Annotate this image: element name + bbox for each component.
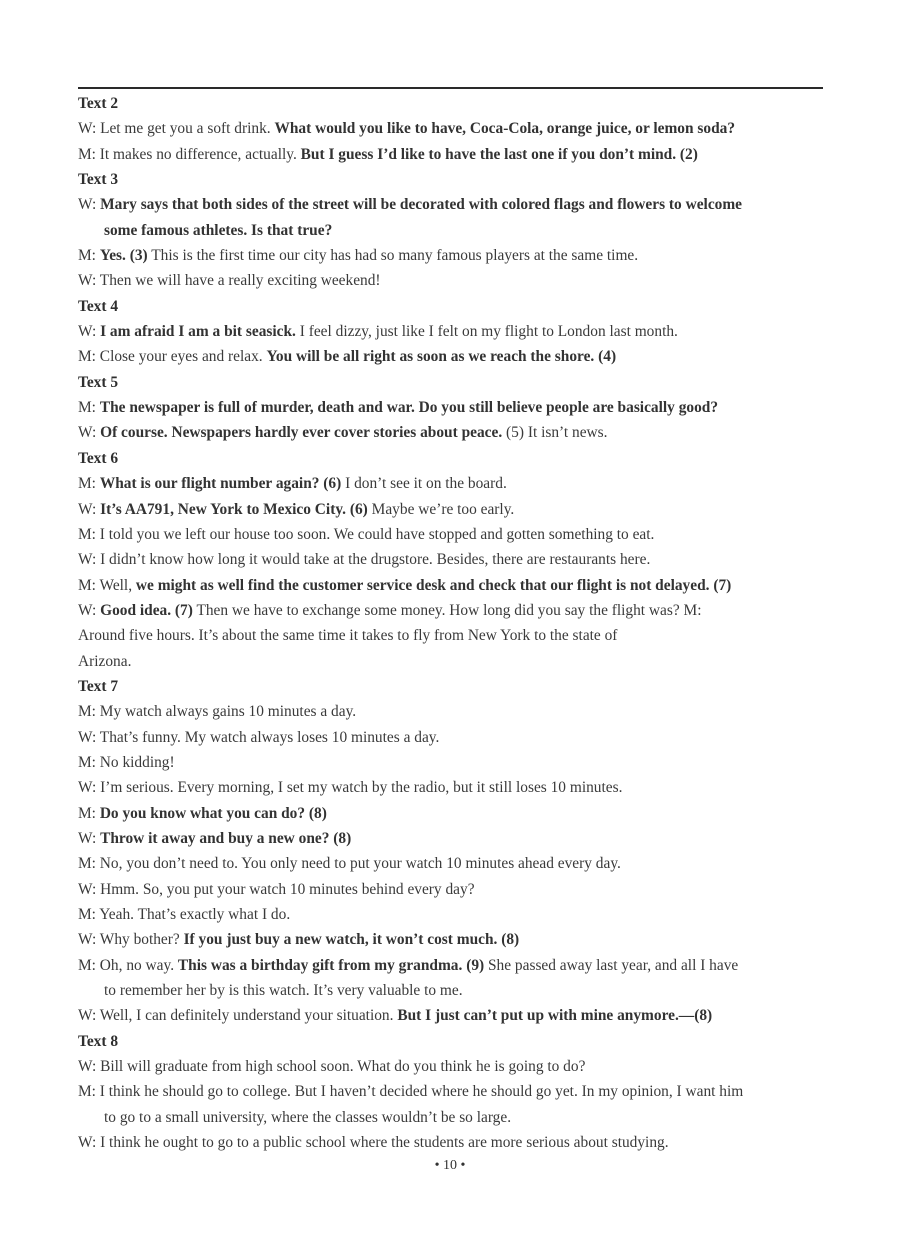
dialogue-line [78,420,823,445]
dialogue-text: W: [78,424,101,442]
section-heading: Text 3 [78,171,119,189]
dialogue-text: This is the first time our city has had so many famous players at the same time. [147,247,639,265]
dialogue-line [78,497,823,522]
dialogue-text: W: I think he ought to go to a public school where the students are more serious about studying. [78,1134,669,1152]
dialogue-text: to go to a small university, where the classes wouldn’t be so large. [104,1108,512,1126]
answer-key-text: But I guess I’d like to have the last one if you don’t mind. (2) [300,145,698,163]
dialogue-text: W: [78,323,101,341]
dialogue-text: W: I didn’t know how long it would take at the drugstore. Besides, there are restaurants here. [78,551,651,569]
dialogue-text: W: I’m serious. Every morning, I set my watch by the radio, but it still loses 10 minutes. [78,779,623,797]
dialogue-text: Maybe we’re too early. [367,500,515,518]
dialogue-text: (5) It isn’t news. [502,424,608,442]
dialogue-text: to remember her by is this watch. It’s very valuable to me. [104,982,463,1000]
dialogue-text: W: [78,500,101,518]
dialogue-line [78,142,823,167]
section-heading: Text 8 [78,1032,119,1050]
dialogue-text: M: I think he should go to college. But I haven’t decided where he should go yet. In my opinion, I want him [78,1083,744,1101]
dialogue-line [78,1079,823,1104]
dialogue-text: W: Hmm. So, you put your watch 10 minutes behind every day? [78,880,475,898]
section-heading: Text 2 [78,95,119,112]
answer-key-text: we might as well find the customer service desk and check that our flight is not delayed. (7) [135,576,732,594]
dialogue-text: W: Bill will graduate from high school soon. What do you think he is going to do? [78,1058,586,1076]
answer-key-text: Yes. (3) [99,247,148,265]
section-heading: Text 7 [78,677,119,695]
dialogue-continuation [78,978,823,1003]
dialogue-line [78,116,823,141]
dialogue-text: M: Oh, no way. [78,956,178,974]
header-rule [78,87,823,89]
dialogue-text: M: It makes no difference, actually. [78,145,301,163]
dialogue-text: She passed away last year, and all I have [484,956,739,974]
answer-key-text: I am afraid I am a bit seasick. [100,323,296,341]
dialogue-line [78,344,823,369]
dialogue-line [78,750,823,775]
answer-key-text: Do you know what you can do? (8) [99,804,327,822]
answer-key-text: Throw it away and buy a new one? (8) [100,829,352,847]
answer-key-text: Good idea. (7) [100,601,193,619]
dialogue-text: W: Why bother? [78,931,184,949]
dialogue-line [78,902,823,927]
dialogue-line [78,192,823,217]
answer-key-text: But I just can’t put up with mine anymore.—(8) [397,1007,713,1025]
answer-key-text: You will be all right as soon as we reach the shore. (4) [266,348,617,366]
dialogue-text: M: [78,804,100,822]
dialogue-text: M: My watch always gains 10 minutes a day. [78,703,357,721]
dialogue-line [78,649,823,674]
dialogue-text: W: [78,601,101,619]
dialogue-text: Then we have to exchange some money. How long did you say the flight was? M: [192,601,702,619]
dialogue-text: M: [78,399,100,417]
dialogue-text: I feel dizzy, just like I felt on my flight to London last month. [295,323,678,341]
dialogue-text: Arizona. [78,652,132,670]
answer-key-text: Mary says that both sides of the street will be decorated with colored flags and flowers to welcome [100,196,742,214]
section-heading: Text 5 [78,373,119,391]
dialogue-line [78,522,823,547]
dialogue-continuation [78,218,823,243]
dialogue-text: Around five hours. It’s about the same time it takes to fly from New York to the state of [78,627,618,645]
answer-key-text: What is our flight number again? (6) [99,475,342,493]
dialogue-text: W: [78,196,101,214]
answer-key-text: This was a birthday gift from my grandma. (9) [177,956,485,974]
dialogue-text: M: [78,247,100,265]
dialogue-text: M: No, you don’t need to. You only need to put your watch 10 minutes ahead every day. [78,855,621,873]
dialogue-line [78,395,823,420]
dialogue-text: M: Close your eyes and relax. [78,348,267,366]
dialogue-line [78,927,823,952]
dialogue-text: M: I told you we left our house too soon. We could have stopped and gotten something to eat. [78,525,655,543]
dialogue-line [78,1054,823,1079]
dialogue-line [78,826,823,851]
dialogue-line [78,471,823,496]
dialogue-text: W: [78,829,101,847]
dialogue-line [78,725,823,750]
answer-key-text: The newspaper is full of murder, death and war. Do you still believe people are basically good? [99,399,719,417]
dialogue-text: I don’t see it on the board. [341,475,507,493]
answer-key-text: What would you like to have, Coca-Cola, orange juice, or lemon soda? [274,120,736,138]
dialogue-line [78,953,823,978]
section-heading: Text 6 [78,449,119,467]
transcript-body [78,91,823,1155]
answer-key-text: If you just buy a new watch, it won’t cost much. (8) [183,931,520,949]
dialogue-line [78,598,823,623]
dialogue-text: W: Well, I can definitely understand your situation. [78,1007,398,1025]
dialogue-text: W: Then we will have a really exciting weekend! [78,272,381,290]
page-number: • 10 • [434,1158,466,1173]
dialogue-line [78,775,823,800]
dialogue-line [78,851,823,876]
dialogue-text: W: That’s funny. My watch always loses 10 minutes a day. [78,728,440,746]
dialogue-line [78,319,823,344]
dialogue-line [78,547,823,572]
dialogue-line [78,623,823,648]
dialogue-text: M: [78,475,100,493]
dialogue-line [78,801,823,826]
dialogue-text: M: Yeah. That’s exactly what I do. [78,906,291,923]
dialogue-line [78,1130,823,1155]
dialogue-continuation [78,1105,823,1130]
answer-key-text: It’s AA791, New York to Mexico City. (6) [100,500,368,518]
dialogue-text: M: No kidding! [78,753,175,771]
dialogue-line [78,1003,823,1028]
dialogue-text: W: Let me get you a soft drink. [78,120,275,138]
dialogue-line [78,243,823,268]
dialogue-text: M: Well, [78,576,136,594]
dialogue-line [78,268,823,293]
dialogue-line [78,573,823,598]
answer-key-text: Of course. Newspapers hardly ever cover stories about peace. [100,424,503,442]
section-heading: Text 4 [78,297,119,315]
dialogue-line [78,699,823,724]
dialogue-line [78,877,823,902]
answer-key-text: some famous athletes. Is that true? [104,221,333,239]
